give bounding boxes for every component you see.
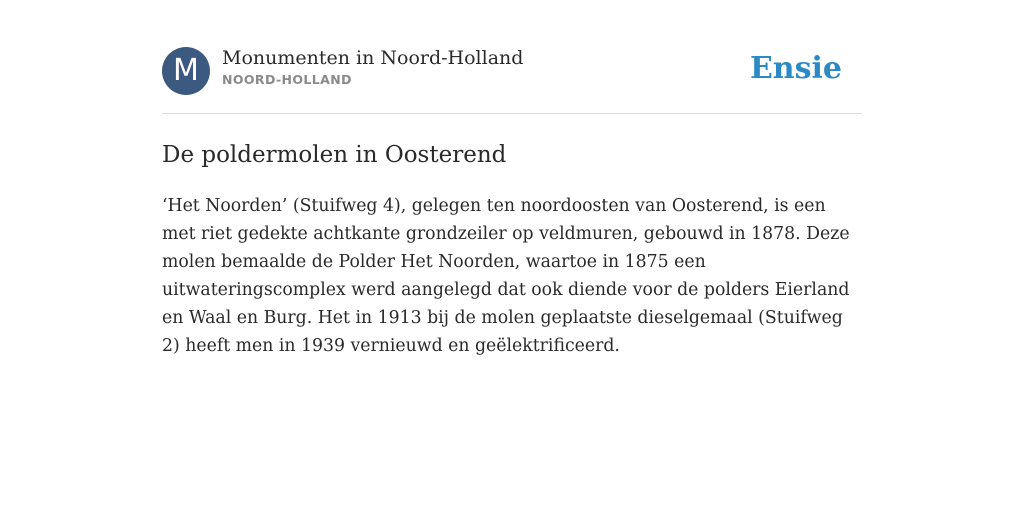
page-title: De poldermolen in Oosterend	[162, 142, 507, 168]
source-title[interactable]: Monumenten in Noord-Holland	[222, 47, 524, 69]
card-header	[162, 0, 862, 114]
brand-logo[interactable]: Ensie	[749, 51, 842, 86]
avatar[interactable]: M	[162, 47, 210, 95]
article-body: ‘Het Noorden’ (Stuifweg 4), gelegen ten noordoosten van Oosterend, is een met riet gedekte achtkante grondzeiler op veldmuren, gebouwd in 1878. Deze molen bemaalde de Polder Het Noorden, waartoe in 1875 een uitwateringscomplex werd aangelegd dat ook diende voor de polders Eierland en Waal en Burg. Het in 1913 bij de molen geplaatste dieselgemaal (Stuifweg 2) heeft men in 1939 vernieuwd en geëlektrificeerd.	[162, 196, 850, 356]
article-card	[162, 0, 862, 360]
source-info	[222, 46, 523, 87]
source-subtitle: NOORD-HOLLAND	[222, 72, 352, 87]
